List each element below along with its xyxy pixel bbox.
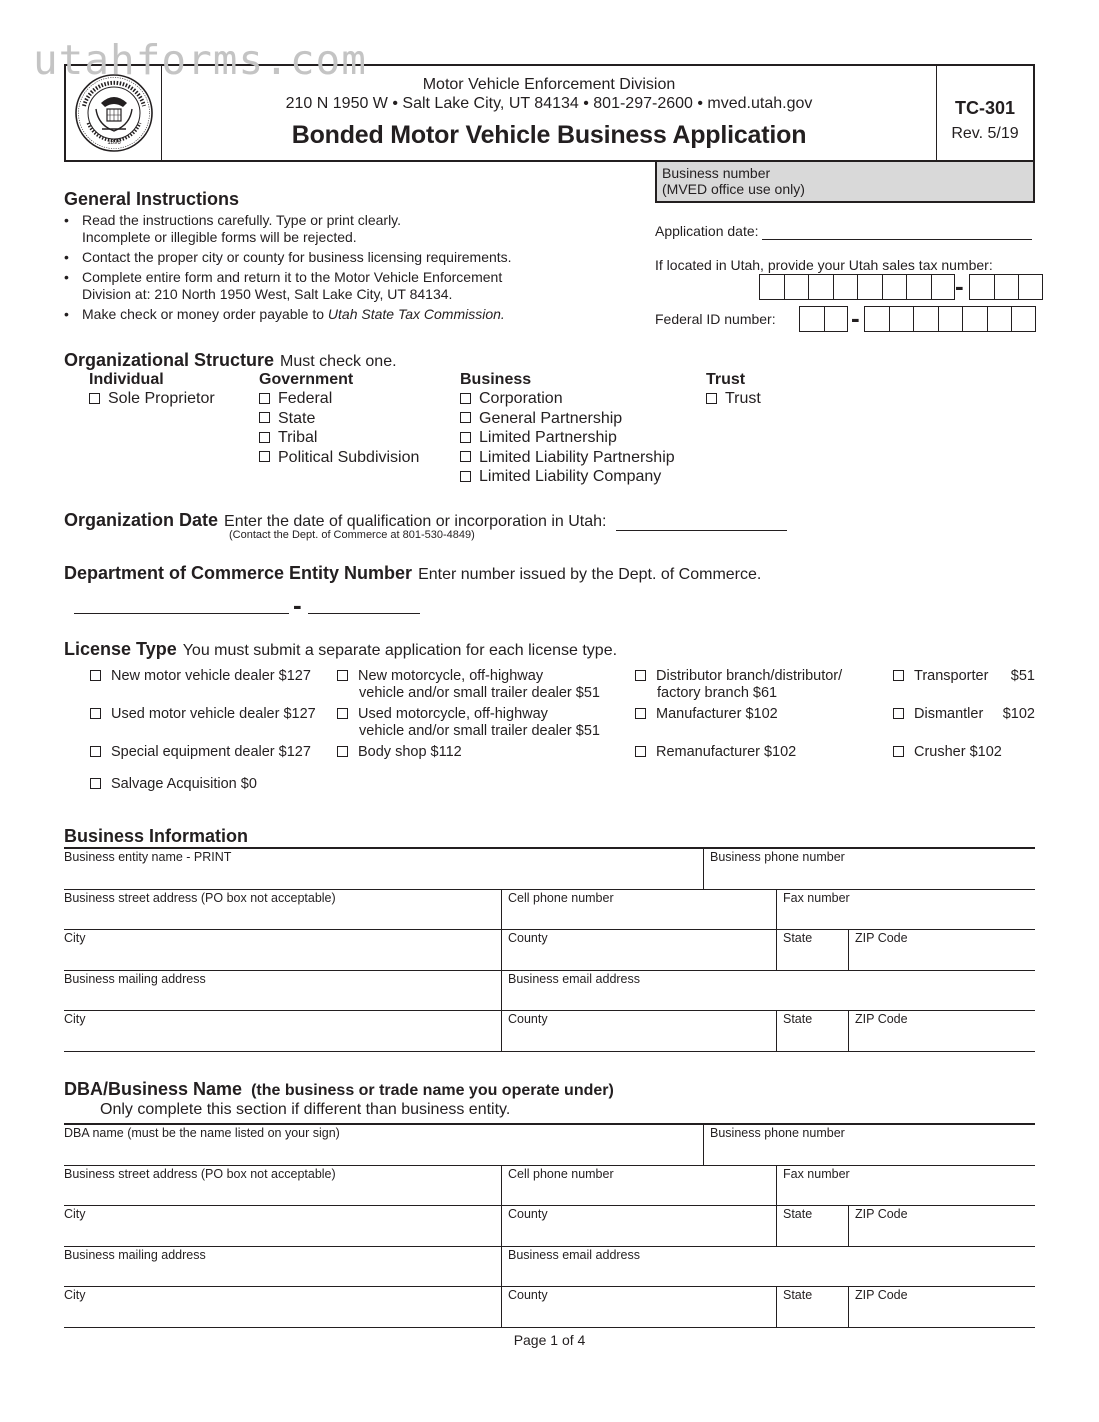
option-label: Corporation: [479, 390, 563, 407]
payee-name: Utah State Tax Commission.: [327, 306, 505, 322]
license-type-heading-row: [64, 639, 617, 660]
business-entity-name-field[interactable]: [64, 849, 703, 889]
option-fee: $102: [1002, 706, 1035, 722]
federal-id-label: Federal ID number:: [655, 311, 776, 327]
checkbox[interactable]: [893, 746, 904, 757]
license-type-note: You must submit a separate application for each license type.: [182, 642, 618, 659]
checkbox[interactable]: [90, 670, 101, 681]
mailing-state-field[interactable]: [776, 1011, 848, 1051]
checkbox[interactable]: [706, 393, 717, 404]
checkbox[interactable]: [460, 432, 471, 443]
sales-tax-number-part1[interactable]: [759, 274, 955, 300]
field-label: County: [508, 1207, 548, 1221]
dba-row: [64, 1287, 1035, 1328]
field-label: Business street address (PO box not acceptable): [64, 890, 336, 905]
field-label: County: [508, 931, 548, 945]
checkbox[interactable]: [460, 471, 471, 482]
option-label: Federal: [278, 390, 333, 407]
organization-date-prompt: Enter the date of qualification or incorporation in Utah:: [224, 513, 607, 530]
license-used-motor-vehicle-dealer[interactable]: [90, 706, 316, 723]
checkbox[interactable]: [90, 778, 101, 789]
field-label: DBA name (must be the name listed on your sign): [64, 1126, 340, 1140]
commerce-entity-input-part2[interactable]: [308, 596, 420, 614]
license-crusher[interactable]: [893, 744, 1002, 761]
business-info-row: [64, 1011, 1035, 1052]
org-option-political-subdivision[interactable]: [259, 448, 419, 468]
option-label-line2: factory branch $61: [657, 684, 778, 701]
instructions-list: [64, 212, 564, 326]
checkbox[interactable]: [90, 746, 101, 757]
instruction-text: Division at: 210 North 1950 West, Salt Lake City, UT 84134.: [82, 286, 453, 302]
dba-state-field[interactable]: [776, 1206, 848, 1246]
field-label: City: [64, 931, 86, 945]
dba-name-field[interactable]: [64, 1125, 703, 1165]
instruction-text: Make check or money order payable to: [82, 306, 328, 322]
page-number: Page 1 of 4: [513, 1332, 586, 1348]
dba-row: [64, 1125, 1035, 1166]
dba-grid: [64, 1123, 1035, 1328]
option-label-line2: vehicle and/or small trailer dealer $51: [359, 722, 600, 739]
checkbox[interactable]: [893, 670, 904, 681]
commerce-entity-heading: Department of Commerce Entity Number: [64, 563, 413, 583]
field-label: State: [783, 1207, 813, 1221]
business-number-label: Business number: [662, 165, 771, 181]
dba-email-field[interactable]: [501, 1247, 1035, 1287]
field-label: Business email address: [508, 1247, 641, 1262]
org-group-title: Government: [259, 371, 354, 388]
checkbox[interactable]: [337, 708, 348, 719]
instruction-item: [64, 212, 564, 246]
field-label: Business mailing address: [64, 1247, 206, 1262]
application-date-row: [655, 223, 1035, 240]
dba-subnote: Only complete this section if different than business entity.: [100, 1101, 511, 1118]
field-label: Business entity name - PRINT: [64, 850, 232, 864]
field-label: County: [508, 1012, 548, 1026]
option-label: Crusher $102: [914, 744, 1002, 760]
application-date-label: Application date:: [655, 223, 759, 239]
field-label: City: [64, 1207, 86, 1221]
instruction-text: Complete entire form and return it to the Motor Vehicle Enforcement: [82, 269, 503, 285]
organization-date-heading: Organization Date: [64, 510, 219, 530]
instruction-text: Contact the proper city or county for business licensing requirements.: [82, 249, 512, 265]
instruction-item: [64, 249, 564, 266]
option-label: Used motorcycle, off-highway: [358, 706, 548, 722]
license-special-equipment-dealer[interactable]: [90, 744, 311, 761]
option-label: Distributor branch/distributor/: [656, 668, 843, 684]
dba-row: [64, 1206, 1035, 1247]
commerce-entity-prompt: Enter number issued by the Dept. of Commerce.: [418, 566, 762, 583]
checkbox[interactable]: [893, 708, 904, 719]
page-title: Bonded Motor Vehicle Business Application: [291, 121, 807, 149]
dba-street-field[interactable]: [64, 1166, 501, 1206]
commerce-entity-input-part1[interactable]: [74, 596, 289, 614]
checkbox[interactable]: [337, 746, 348, 757]
org-group-trust: [706, 371, 761, 409]
agency-name: Motor Vehicle Enforcement Division: [422, 76, 676, 93]
dba-phone-field[interactable]: [703, 1125, 1035, 1165]
option-label: New motorcycle, off-highway: [358, 668, 544, 684]
business-county-field[interactable]: [501, 930, 776, 970]
option-label: Remanufacturer $102: [656, 744, 797, 760]
option-label: Limited Partnership: [479, 429, 617, 446]
field-label: Cell phone number: [508, 890, 614, 905]
business-phone-field[interactable]: [703, 849, 1035, 889]
field-label: County: [508, 1288, 548, 1302]
org-group-government: [259, 371, 419, 467]
seal-year: 1896: [107, 140, 121, 146]
commerce-entity-dash: -: [293, 590, 302, 620]
option-label: Sole Proprietor: [108, 390, 215, 407]
org-structure-heading: [64, 350, 397, 371]
org-group-individual: [89, 371, 215, 409]
checkbox[interactable]: [460, 393, 471, 404]
option-label: Salvage Acquisition $0: [111, 776, 257, 792]
dba-heading: DBA/Business Name: [64, 1079, 243, 1099]
option-label: Transporter: [914, 668, 989, 684]
dba-row: [64, 1166, 1035, 1207]
option-label: State: [278, 409, 316, 427]
field-label: Business phone number: [710, 1126, 845, 1140]
mailing-county-field[interactable]: [501, 1011, 776, 1051]
license-new-motorcycle-dealer[interactable]: [337, 668, 600, 701]
commerce-contact-note: (Contact the Dept. of Commerce at 801-530-4849): [229, 529, 475, 541]
checkbox[interactable]: [259, 451, 270, 462]
org-option-trust[interactable]: [706, 389, 761, 409]
license-remanufacturer[interactable]: [635, 744, 796, 761]
sales-tax-label: If located in Utah, provide your Utah sales tax number:: [655, 257, 993, 273]
business-info-row: [64, 849, 1035, 890]
instruction-item: [64, 306, 564, 323]
license-new-motor-vehicle-dealer[interactable]: [90, 668, 311, 685]
license-transporter[interactable]: [893, 668, 1035, 685]
org-group-title: Individual: [89, 371, 164, 388]
field-label: Business mailing address: [64, 971, 206, 986]
business-mailing-field[interactable]: [64, 971, 501, 1011]
business-info-row: [64, 971, 1035, 1012]
dba-heading-note: (the business or trade name you operate under): [251, 1082, 614, 1099]
business-info-row: [64, 930, 1035, 971]
org-option-llc[interactable]: [460, 467, 675, 487]
business-email-field[interactable]: [501, 971, 1035, 1011]
business-info-heading: Business Information: [64, 826, 249, 846]
license-used-motorcycle-dealer[interactable]: [337, 706, 600, 739]
dba-heading-row: [64, 1079, 614, 1100]
checkbox[interactable]: [337, 670, 348, 681]
agency-address: 210 N 1950 W • Salt Lake City, UT 84134 • 801-297-2600 • mved.utah.gov: [285, 95, 813, 112]
business-number-note: (MVED office use only): [662, 181, 805, 197]
sales-tax-dash: -: [955, 271, 964, 301]
instruction-text: Read the instructions carefully. Type or print clearly.: [82, 212, 402, 228]
dba-mailing-county-field[interactable]: [501, 1287, 776, 1327]
dba-mailing-city-field[interactable]: [64, 1287, 501, 1327]
application-date-input[interactable]: [762, 226, 1032, 240]
checkbox[interactable]: [460, 451, 471, 462]
org-structure-note: Must check one.: [280, 353, 397, 370]
general-instructions-heading: General Instructions: [64, 189, 240, 209]
option-label: Political Subdivision: [278, 448, 420, 466]
license-body-shop[interactable]: [337, 744, 462, 761]
business-info-grid: [64, 847, 1035, 1052]
field-label: Fax number: [783, 890, 850, 905]
field-label: ZIP Code: [855, 1288, 908, 1302]
field-label: Fax number: [783, 1166, 850, 1181]
field-label: State: [783, 1288, 813, 1302]
dba-fax-field[interactable]: [776, 1166, 1035, 1206]
option-label: Used motor vehicle dealer $127: [111, 706, 316, 722]
option-label: Trust: [725, 390, 761, 407]
federal-id-part2[interactable]: [864, 306, 1036, 332]
option-label-line2: vehicle and/or small trailer dealer $51: [359, 684, 600, 701]
form-id-cell: [936, 66, 1033, 160]
field-label: City: [64, 1288, 86, 1302]
field-label: Business phone number: [710, 850, 845, 864]
checkbox[interactable]: [635, 746, 646, 757]
field-label: ZIP Code: [855, 1207, 908, 1221]
option-label: Special equipment dealer $127: [111, 744, 311, 760]
org-group-title: Business: [460, 371, 532, 388]
org-option-sole-proprietor[interactable]: [89, 389, 215, 409]
org-structure-title: Organizational Structure: [64, 350, 275, 370]
sales-tax-number-part2[interactable]: [969, 274, 1043, 300]
checkbox[interactable]: [259, 393, 270, 404]
dba-mailing-field[interactable]: [64, 1247, 501, 1287]
federal-id-dash: -: [851, 303, 860, 333]
organization-date-input[interactable]: [616, 515, 787, 531]
org-option-corporation[interactable]: [460, 389, 675, 409]
checkbox[interactable]: [259, 432, 270, 443]
form-number: TC-301: [954, 98, 1016, 118]
business-street-field[interactable]: [64, 890, 501, 930]
utah-state-seal-icon: [74, 73, 154, 153]
license-salvage-acquisition[interactable]: [90, 776, 257, 793]
checkbox[interactable]: [635, 670, 646, 681]
org-option-federal[interactable]: [259, 389, 419, 409]
field-label: Business street address (PO box not acceptable): [64, 1166, 336, 1181]
option-label: New motor vehicle dealer $127: [111, 668, 311, 684]
business-cell-field[interactable]: [501, 890, 776, 930]
field-label: ZIP Code: [855, 1012, 908, 1026]
checkbox[interactable]: [90, 708, 101, 719]
license-manufacturer[interactable]: [635, 706, 778, 723]
organization-date-row: [64, 510, 787, 531]
checkbox[interactable]: [259, 412, 270, 423]
org-group-title: Trust: [706, 371, 746, 388]
field-label: Cell phone number: [508, 1166, 614, 1181]
org-option-tribal[interactable]: [259, 428, 419, 448]
dba-county-field[interactable]: [501, 1206, 776, 1246]
dba-mailing-zip-field[interactable]: [848, 1287, 1035, 1327]
dba-row: [64, 1247, 1035, 1288]
org-option-state[interactable]: [259, 409, 419, 429]
checkbox[interactable]: [89, 393, 100, 404]
option-label: Body shop $112: [358, 744, 462, 760]
mailing-zip-field[interactable]: [848, 1011, 1035, 1051]
mailing-city-field[interactable]: [64, 1011, 501, 1051]
org-option-llp[interactable]: [460, 448, 675, 468]
field-label: Business email address: [508, 971, 641, 986]
org-option-general-partnership[interactable]: [460, 409, 675, 429]
business-number-field[interactable]: [655, 162, 1035, 203]
license-distributor[interactable]: [635, 668, 842, 701]
option-label: General Partnership: [479, 409, 623, 427]
field-label: State: [783, 1012, 813, 1026]
option-label: Tribal: [278, 429, 318, 446]
dba-cell-field[interactable]: [501, 1166, 776, 1206]
dba-city-field[interactable]: [64, 1206, 501, 1246]
form-revision: Rev. 5/19: [951, 125, 1019, 142]
instruction-item: [64, 269, 564, 303]
option-label: Limited Liability Partnership: [479, 448, 675, 466]
dba-mailing-state-field[interactable]: [776, 1287, 848, 1327]
dba-zip-field[interactable]: [848, 1206, 1035, 1246]
option-label: Limited Liability Company: [479, 468, 662, 485]
field-label: City: [64, 1012, 86, 1026]
federal-id-part1[interactable]: [799, 306, 848, 332]
business-city-field[interactable]: [64, 930, 501, 970]
commerce-entity-row: [64, 563, 761, 584]
checkbox[interactable]: [460, 412, 471, 423]
business-fax-field[interactable]: [776, 890, 1035, 930]
license-dismantler[interactable]: [893, 706, 1035, 723]
org-group-business: [460, 371, 675, 487]
org-option-limited-partnership[interactable]: [460, 428, 675, 448]
checkbox[interactable]: [635, 708, 646, 719]
field-label: State: [783, 931, 813, 945]
instruction-text: Incomplete or illegible forms will be rejected.: [82, 229, 357, 245]
option-label: Manufacturer $102: [656, 706, 778, 722]
business-state-field[interactable]: [776, 930, 848, 970]
field-label: ZIP Code: [855, 931, 908, 945]
license-type-heading: License Type: [64, 639, 177, 659]
watermark-text: utahforms.com: [33, 36, 367, 84]
business-info-row: [64, 890, 1035, 931]
option-fee: $51: [1010, 668, 1035, 684]
option-label: Dismantler: [914, 706, 984, 722]
business-zip-field[interactable]: [848, 930, 1035, 970]
